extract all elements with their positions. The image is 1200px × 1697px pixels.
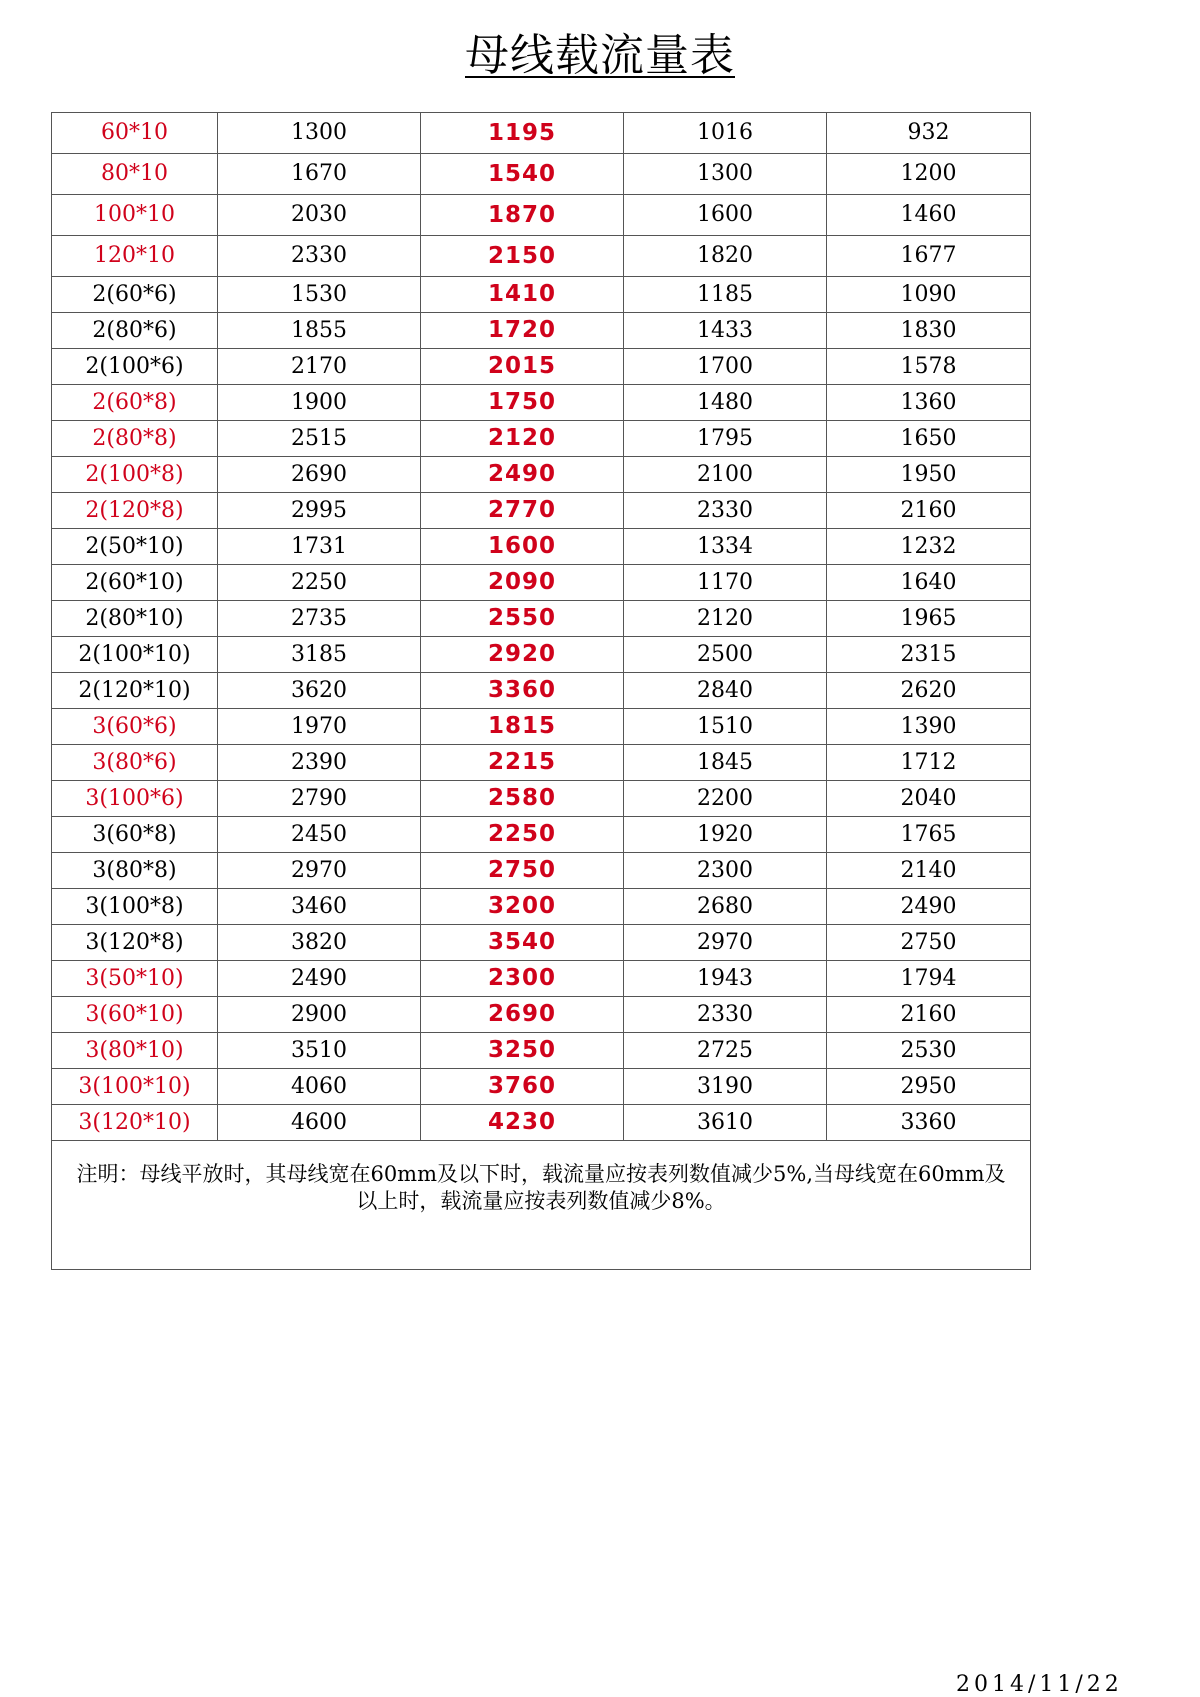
ampacity-table: [51, 112, 1031, 1270]
spec-cell: 100*10: [52, 195, 218, 236]
value-cell-b-highlight: 3200: [421, 889, 624, 925]
value-cell-b-highlight: 1410: [421, 277, 624, 313]
value-cell-a: 2490: [218, 961, 421, 997]
page-title: 母线载流量表: [465, 30, 735, 81]
value-cell-c: 2970: [624, 925, 827, 961]
table-row: [52, 1105, 1031, 1141]
spec-cell: 3(100*10): [52, 1069, 218, 1105]
value-cell-a: 2790: [218, 781, 421, 817]
value-cell-b-highlight: 1750: [421, 385, 624, 421]
value-cell-b-highlight: 3540: [421, 925, 624, 961]
spec-cell: 3(120*8): [52, 925, 218, 961]
value-cell-a: 1530: [218, 277, 421, 313]
value-cell-c: 2100: [624, 457, 827, 493]
value-cell-a: 4060: [218, 1069, 421, 1105]
spec-cell: 60*10: [52, 113, 218, 154]
value-cell-c: 1433: [624, 313, 827, 349]
value-cell-b-highlight: 2090: [421, 565, 624, 601]
table-row: [52, 961, 1031, 997]
value-cell-d: 2750: [827, 925, 1031, 961]
table-row: [52, 313, 1031, 349]
value-cell-c: 2725: [624, 1033, 827, 1069]
table-row: [52, 457, 1031, 493]
note-row: [52, 1141, 1031, 1270]
value-cell-a: 2390: [218, 745, 421, 781]
value-cell-b-highlight: 3250: [421, 1033, 624, 1069]
table-row: [52, 889, 1031, 925]
value-cell-b-highlight: 1720: [421, 313, 624, 349]
value-cell-a: 3185: [218, 637, 421, 673]
spec-cell: 3(50*10): [52, 961, 218, 997]
spec-cell: 3(100*6): [52, 781, 218, 817]
value-cell-a: 3820: [218, 925, 421, 961]
table-row: [52, 236, 1031, 277]
value-cell-b-highlight: 2770: [421, 493, 624, 529]
value-cell-d: 2140: [827, 853, 1031, 889]
value-cell-d: 1390: [827, 709, 1031, 745]
table-row: [52, 1033, 1031, 1069]
value-cell-c: 1820: [624, 236, 827, 277]
value-cell-b-highlight: 2015: [421, 349, 624, 385]
value-cell-c: 1480: [624, 385, 827, 421]
value-cell-c: 1920: [624, 817, 827, 853]
value-cell-d: 932: [827, 113, 1031, 154]
value-cell-a: 2030: [218, 195, 421, 236]
value-cell-a: 2330: [218, 236, 421, 277]
value-cell-c: 2200: [624, 781, 827, 817]
table-row: [52, 745, 1031, 781]
value-cell-c: 3610: [624, 1105, 827, 1141]
value-cell-a: 3620: [218, 673, 421, 709]
value-cell-c: 1334: [624, 529, 827, 565]
table-row: [52, 637, 1031, 673]
value-cell-b-highlight: 2550: [421, 601, 624, 637]
value-cell-c: 2500: [624, 637, 827, 673]
value-cell-b-highlight: 2920: [421, 637, 624, 673]
spec-cell: 120*10: [52, 236, 218, 277]
table-row: [52, 493, 1031, 529]
note-text: 注明：母线平放时，其母线宽在60mm及以下时，载流量应按表列数值减少5%,当母线宽在60mm及以上时，载流量应按表列数值减少8%。: [52, 1141, 1031, 1270]
value-cell-d: 1677: [827, 236, 1031, 277]
value-cell-a: 2995: [218, 493, 421, 529]
spec-cell: 2(100*6): [52, 349, 218, 385]
value-cell-d: 2160: [827, 493, 1031, 529]
table-row: [52, 853, 1031, 889]
value-cell-d: 1965: [827, 601, 1031, 637]
value-cell-a: 2515: [218, 421, 421, 457]
value-cell-a: 1855: [218, 313, 421, 349]
value-cell-d: 1765: [827, 817, 1031, 853]
table-body: [52, 113, 1031, 1141]
value-cell-c: 2120: [624, 601, 827, 637]
value-cell-c: 1943: [624, 961, 827, 997]
value-cell-a: 1731: [218, 529, 421, 565]
value-cell-b-highlight: 1600: [421, 529, 624, 565]
value-cell-a: 2900: [218, 997, 421, 1033]
value-cell-c: 1510: [624, 709, 827, 745]
table-row: [52, 1069, 1031, 1105]
value-cell-d: 3360: [827, 1105, 1031, 1141]
table-row: [52, 277, 1031, 313]
value-cell-d: 1830: [827, 313, 1031, 349]
value-cell-d: 1950: [827, 457, 1031, 493]
spec-cell: 2(80*10): [52, 601, 218, 637]
value-cell-b-highlight: 1815: [421, 709, 624, 745]
value-cell-b-highlight: 2750: [421, 853, 624, 889]
value-cell-b-highlight: 2300: [421, 961, 624, 997]
value-cell-b-highlight: 3360: [421, 673, 624, 709]
value-cell-d: 1650: [827, 421, 1031, 457]
spec-cell: 2(120*8): [52, 493, 218, 529]
value-cell-b-highlight: 1540: [421, 154, 624, 195]
table-row: [52, 113, 1031, 154]
footer-date: 2014/11/22: [956, 1672, 1123, 1697]
table-row: [52, 349, 1031, 385]
value-cell-d: 1794: [827, 961, 1031, 997]
value-cell-c: 3190: [624, 1069, 827, 1105]
value-cell-c: 2330: [624, 493, 827, 529]
table-row: [52, 195, 1031, 236]
value-cell-c: 2680: [624, 889, 827, 925]
spec-cell: 3(120*10): [52, 1105, 218, 1141]
value-cell-c: 1016: [624, 113, 827, 154]
table-row: [52, 997, 1031, 1033]
value-cell-c: 1700: [624, 349, 827, 385]
value-cell-b-highlight: 2690: [421, 997, 624, 1033]
value-cell-a: 1670: [218, 154, 421, 195]
spec-cell: 2(60*6): [52, 277, 218, 313]
table-row: [52, 925, 1031, 961]
value-cell-d: 1460: [827, 195, 1031, 236]
value-cell-d: 1232: [827, 529, 1031, 565]
value-cell-c: 1170: [624, 565, 827, 601]
value-cell-c: 2330: [624, 997, 827, 1033]
value-cell-c: 2300: [624, 853, 827, 889]
spec-cell: 2(80*6): [52, 313, 218, 349]
table-row: [52, 673, 1031, 709]
spec-cell: 2(50*10): [52, 529, 218, 565]
value-cell-d: 1360: [827, 385, 1031, 421]
value-cell-d: 2950: [827, 1069, 1031, 1105]
spec-cell: 3(60*6): [52, 709, 218, 745]
table-row: [52, 565, 1031, 601]
value-cell-c: 2840: [624, 673, 827, 709]
table-row: [52, 385, 1031, 421]
table-row: [52, 154, 1031, 195]
value-cell-a: 2690: [218, 457, 421, 493]
table-row: [52, 781, 1031, 817]
value-cell-b-highlight: 2580: [421, 781, 624, 817]
value-cell-a: 3510: [218, 1033, 421, 1069]
spec-cell: 3(80*8): [52, 853, 218, 889]
value-cell-d: 2490: [827, 889, 1031, 925]
spec-cell: 3(100*8): [52, 889, 218, 925]
value-cell-b-highlight: 2150: [421, 236, 624, 277]
value-cell-d: 1712: [827, 745, 1031, 781]
value-cell-b-highlight: 2120: [421, 421, 624, 457]
value-cell-a: 2970: [218, 853, 421, 889]
table-row: [52, 601, 1031, 637]
value-cell-a: 1300: [218, 113, 421, 154]
value-cell-c: 1300: [624, 154, 827, 195]
value-cell-d: 1090: [827, 277, 1031, 313]
value-cell-d: 2160: [827, 997, 1031, 1033]
value-cell-b-highlight: 2490: [421, 457, 624, 493]
spec-cell: 3(60*10): [52, 997, 218, 1033]
spec-cell: 2(100*8): [52, 457, 218, 493]
value-cell-a: 1970: [218, 709, 421, 745]
value-cell-a: 1900: [218, 385, 421, 421]
value-cell-b-highlight: 2250: [421, 817, 624, 853]
value-cell-a: 3460: [218, 889, 421, 925]
value-cell-a: 2170: [218, 349, 421, 385]
value-cell-b-highlight: 2215: [421, 745, 624, 781]
value-cell-b-highlight: 1870: [421, 195, 624, 236]
value-cell-a: 2250: [218, 565, 421, 601]
value-cell-c: 1795: [624, 421, 827, 457]
value-cell-d: 2620: [827, 673, 1031, 709]
value-cell-a: 4600: [218, 1105, 421, 1141]
value-cell-d: 2530: [827, 1033, 1031, 1069]
value-cell-d: 1578: [827, 349, 1031, 385]
table-row: [52, 817, 1031, 853]
spec-cell: 3(60*8): [52, 817, 218, 853]
value-cell-c: 1185: [624, 277, 827, 313]
table-row: [52, 709, 1031, 745]
value-cell-a: 2735: [218, 601, 421, 637]
value-cell-b-highlight: 1195: [421, 113, 624, 154]
table-row: [52, 421, 1031, 457]
spec-cell: 80*10: [52, 154, 218, 195]
spec-cell: 3(80*6): [52, 745, 218, 781]
value-cell-a: 2450: [218, 817, 421, 853]
spec-cell: 2(60*10): [52, 565, 218, 601]
table-row: [52, 529, 1031, 565]
value-cell-d: 1640: [827, 565, 1031, 601]
spec-cell: 2(60*8): [52, 385, 218, 421]
value-cell-d: 1200: [827, 154, 1031, 195]
spec-cell: 2(120*10): [52, 673, 218, 709]
value-cell-c: 1600: [624, 195, 827, 236]
spec-cell: 3(80*10): [52, 1033, 218, 1069]
spec-cell: 2(100*10): [52, 637, 218, 673]
value-cell-b-highlight: 4230: [421, 1105, 624, 1141]
spec-cell: 2(80*8): [52, 421, 218, 457]
value-cell-b-highlight: 3760: [421, 1069, 624, 1105]
value-cell-d: 2040: [827, 781, 1031, 817]
value-cell-c: 1845: [624, 745, 827, 781]
value-cell-d: 2315: [827, 637, 1031, 673]
